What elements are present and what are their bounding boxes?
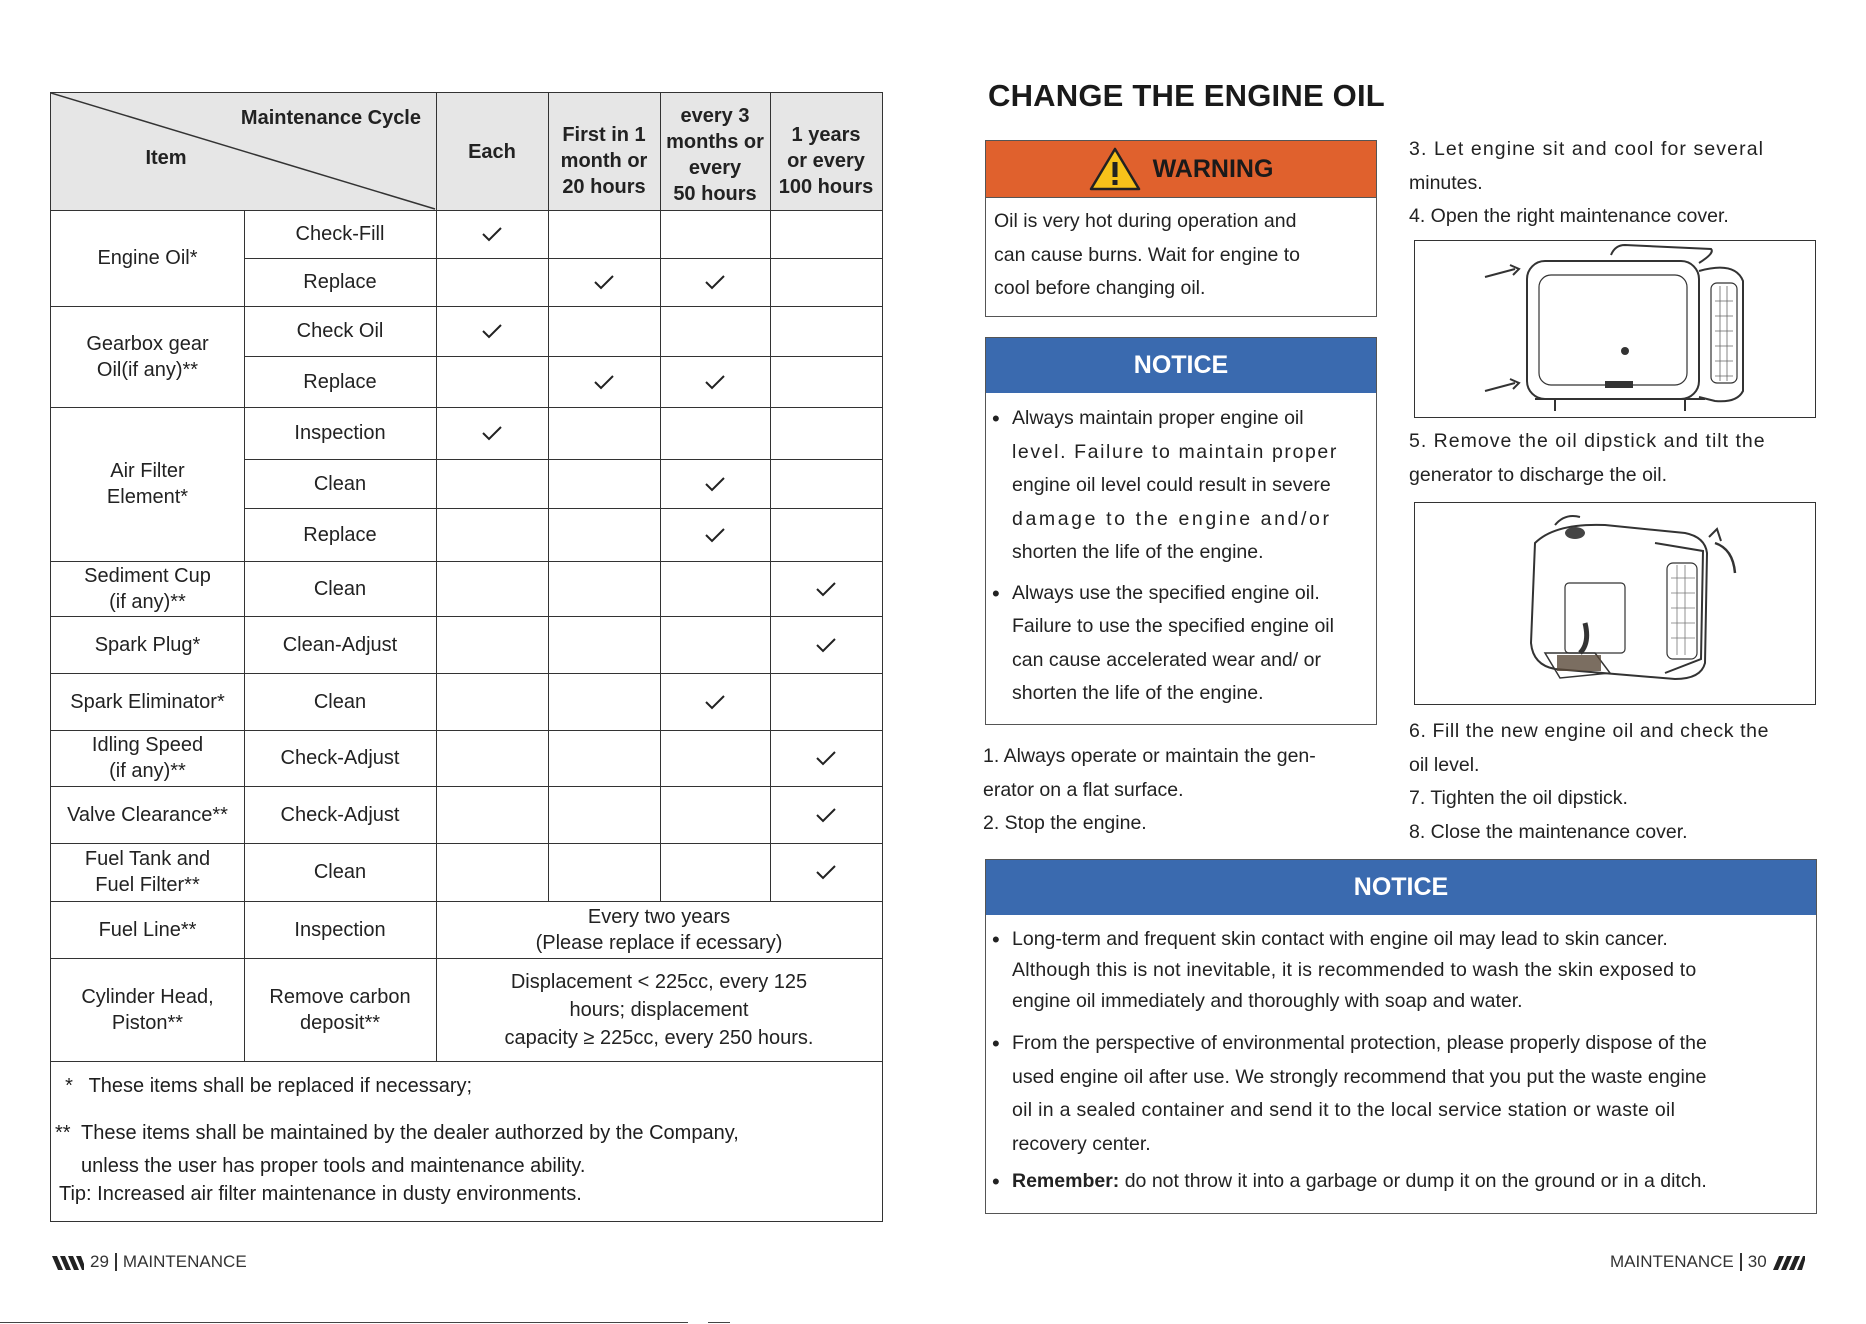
header-every-3-months: every 3 months or every 50 hours (666, 105, 764, 205)
check-mark-icon (436, 210, 548, 258)
steps-1-2: 1. Always operate or maintain the gen- erator on a flat surface. 2. Stop the engine. (983, 745, 1316, 834)
right-page-number: 30 (1747, 1252, 1767, 1271)
notice-bullet: • From the perspective of environmental protection, please properly dispose of the used engine oil after use. We strongly recommend that you put the waste engine oil in a sealed container and send it to the local service station or waste oil recovery center. (990, 1027, 1812, 1161)
check-mark-icon (770, 786, 882, 843)
check-mark-icon (548, 258, 660, 306)
footer-right (1610, 1252, 1805, 1272)
tilt-generator-illustration (1414, 502, 1816, 705)
crop-line (708, 1322, 730, 1323)
page-title: CHANGE THE ENGINE OIL (988, 78, 1385, 113)
warning-text: Oil is very hot during operation and can cause burns. Wait for engine to cool before changing oil. (994, 210, 1301, 299)
left-section-label: MAINTENANCE (122, 1252, 247, 1271)
notice-bullet: • Always use the specified engine oil. Failure to use the specified engine oil can cause accelerated wear and/ or shorten the life of the engine. (990, 577, 1372, 711)
notice-oil-level-text (990, 402, 1372, 711)
action-clean: Clean (313, 472, 367, 495)
check-mark-icon (548, 356, 660, 407)
check-mark-icon (436, 306, 548, 356)
check-mark-icon (436, 407, 548, 459)
warning-label: WARNING (1152, 154, 1274, 183)
footnote-double-star: ** These items shall be maintained by the dealer authorzed by the Company, unless the user has proper tools and maintenance ability. (55, 1122, 739, 1177)
item-cylinder-head: Cylinder Head, Piston** (81, 985, 214, 1034)
action-check-oil: Check Oil (296, 320, 384, 342)
action-clean: Clean (313, 690, 367, 713)
maintenance-schedule-table (50, 92, 883, 1222)
item-gearbox-oil: Gearbox gear Oil(if any)** (86, 332, 209, 381)
check-mark-icon (660, 356, 770, 407)
check-mark-icon (770, 561, 882, 616)
item-spark-eliminator: Spark Eliminator* (70, 690, 225, 713)
check-mark-icon (660, 459, 770, 508)
action-replace: Replace (303, 523, 377, 546)
header-1-year: 1 years or every 100 hours (778, 123, 874, 198)
stripe-decoration-icon (52, 1254, 84, 1270)
col-divider (548, 93, 549, 901)
action-inspection: Inspection (294, 918, 386, 941)
footnote-single-star: * These items shall be replaced if necessary; (65, 1075, 473, 1097)
item-valve-clearance: Valve Clearance** (67, 803, 228, 826)
header-first-month: First in 1 month or 20 hours (560, 123, 648, 198)
notice-header: NOTICE (986, 338, 1376, 393)
action-check-adjust: Check-Adjust (280, 803, 400, 826)
footer-left (52, 1252, 247, 1272)
stripe-decoration-icon (1773, 1254, 1805, 1270)
action-remove-carbon: Remove carbon deposit** (269, 985, 411, 1034)
action-clean-adjust: Clean-Adjust (282, 633, 398, 656)
notice-box-skin-environment (985, 859, 1817, 1214)
cylinder-interval-note: Displacement < 225cc, every 125 hours; displacement capacity ≥ 225cc, every 250 hours. (504, 970, 814, 1049)
notice-bullet: • Long-term and frequent skin contact with engine oil may lead to skin cancer. Although this is not inevitable, it is recommended to wash the skin exposed to engine oil immediately and thoroughly with soap and water. (990, 924, 1812, 1017)
item-idling-speed: Idling Speed (if any)** (91, 734, 204, 782)
action-clean: Clean (313, 861, 367, 883)
action-replace: Replace (303, 370, 377, 393)
notice-box-oil-level (985, 337, 1377, 725)
generator-cover-illustration (1414, 240, 1816, 418)
left-page-number: 29 (90, 1252, 109, 1271)
right-section-label: MAINTENANCE (1610, 1252, 1734, 1271)
check-mark-icon (660, 673, 770, 730)
item-fuel-tank: Fuel Tank and Fuel Filter** (84, 848, 211, 896)
item-spark-plug: Spark Plug* (94, 633, 201, 656)
header-maintenance-cycle: Maintenance Cycle (240, 107, 421, 129)
check-mark-icon (770, 730, 882, 786)
action-replace: Replace (303, 271, 377, 293)
warning-triangle-icon (1089, 146, 1141, 192)
warning-header (986, 141, 1376, 198)
notice-bullet: • Always maintain proper engine oil level. Failure to maintain proper engine oil level could result in severe damage to the engine and/or shorten the life of the engine. (990, 402, 1372, 570)
warning-box (985, 140, 1377, 317)
item-fuel-line: Fuel Line** (98, 918, 197, 941)
tilt-generator-image (1415, 503, 1815, 704)
notice-skin-environment-text (990, 924, 1812, 1199)
steps-6-8: 6. Fill the new engine oil and check the oil level. 7. Tighten the oil dipstick. 8. Close the maintenance cover. (1409, 720, 1770, 843)
action-clean: Clean (313, 577, 367, 600)
notice-header: NOTICE (986, 860, 1816, 915)
header-item: Item (145, 147, 187, 169)
crop-line (0, 1322, 688, 1323)
header-each: Each (468, 140, 516, 163)
item-engine-oil: Engine Oil* (97, 247, 198, 269)
item-air-filter: Air Filter Element* (106, 460, 189, 508)
action-inspection: Inspection (294, 422, 386, 444)
check-mark-icon (770, 843, 882, 901)
action-check-adjust: Check-Adjust (280, 747, 400, 769)
item-sediment-cup: Sediment Cup (if any)** (84, 564, 211, 613)
maintenance-tip: Tip: Increased air filter maintenance in dusty environments. (59, 1183, 582, 1205)
check-mark-icon (660, 258, 770, 306)
generator-open-cover-image (1415, 241, 1815, 417)
check-mark-icon (660, 508, 770, 561)
action-check-fill: Check-Fill (295, 223, 385, 245)
notice-bullet: • Remember: do not throw it into a garbage or dump it on the ground or in a ditch. (990, 1165, 1812, 1199)
step-5: 5. Remove the oil dipstick and tilt the generator to discharge the oil. (1409, 430, 1766, 486)
fuel-line-interval-note: Every two years (Please replace if ecessary) (535, 905, 783, 954)
check-mark-icon (770, 616, 882, 673)
steps-3-4: 3. Let engine sit and cool for several minutes. 4. Open the right maintenance cover. (1409, 138, 1765, 227)
